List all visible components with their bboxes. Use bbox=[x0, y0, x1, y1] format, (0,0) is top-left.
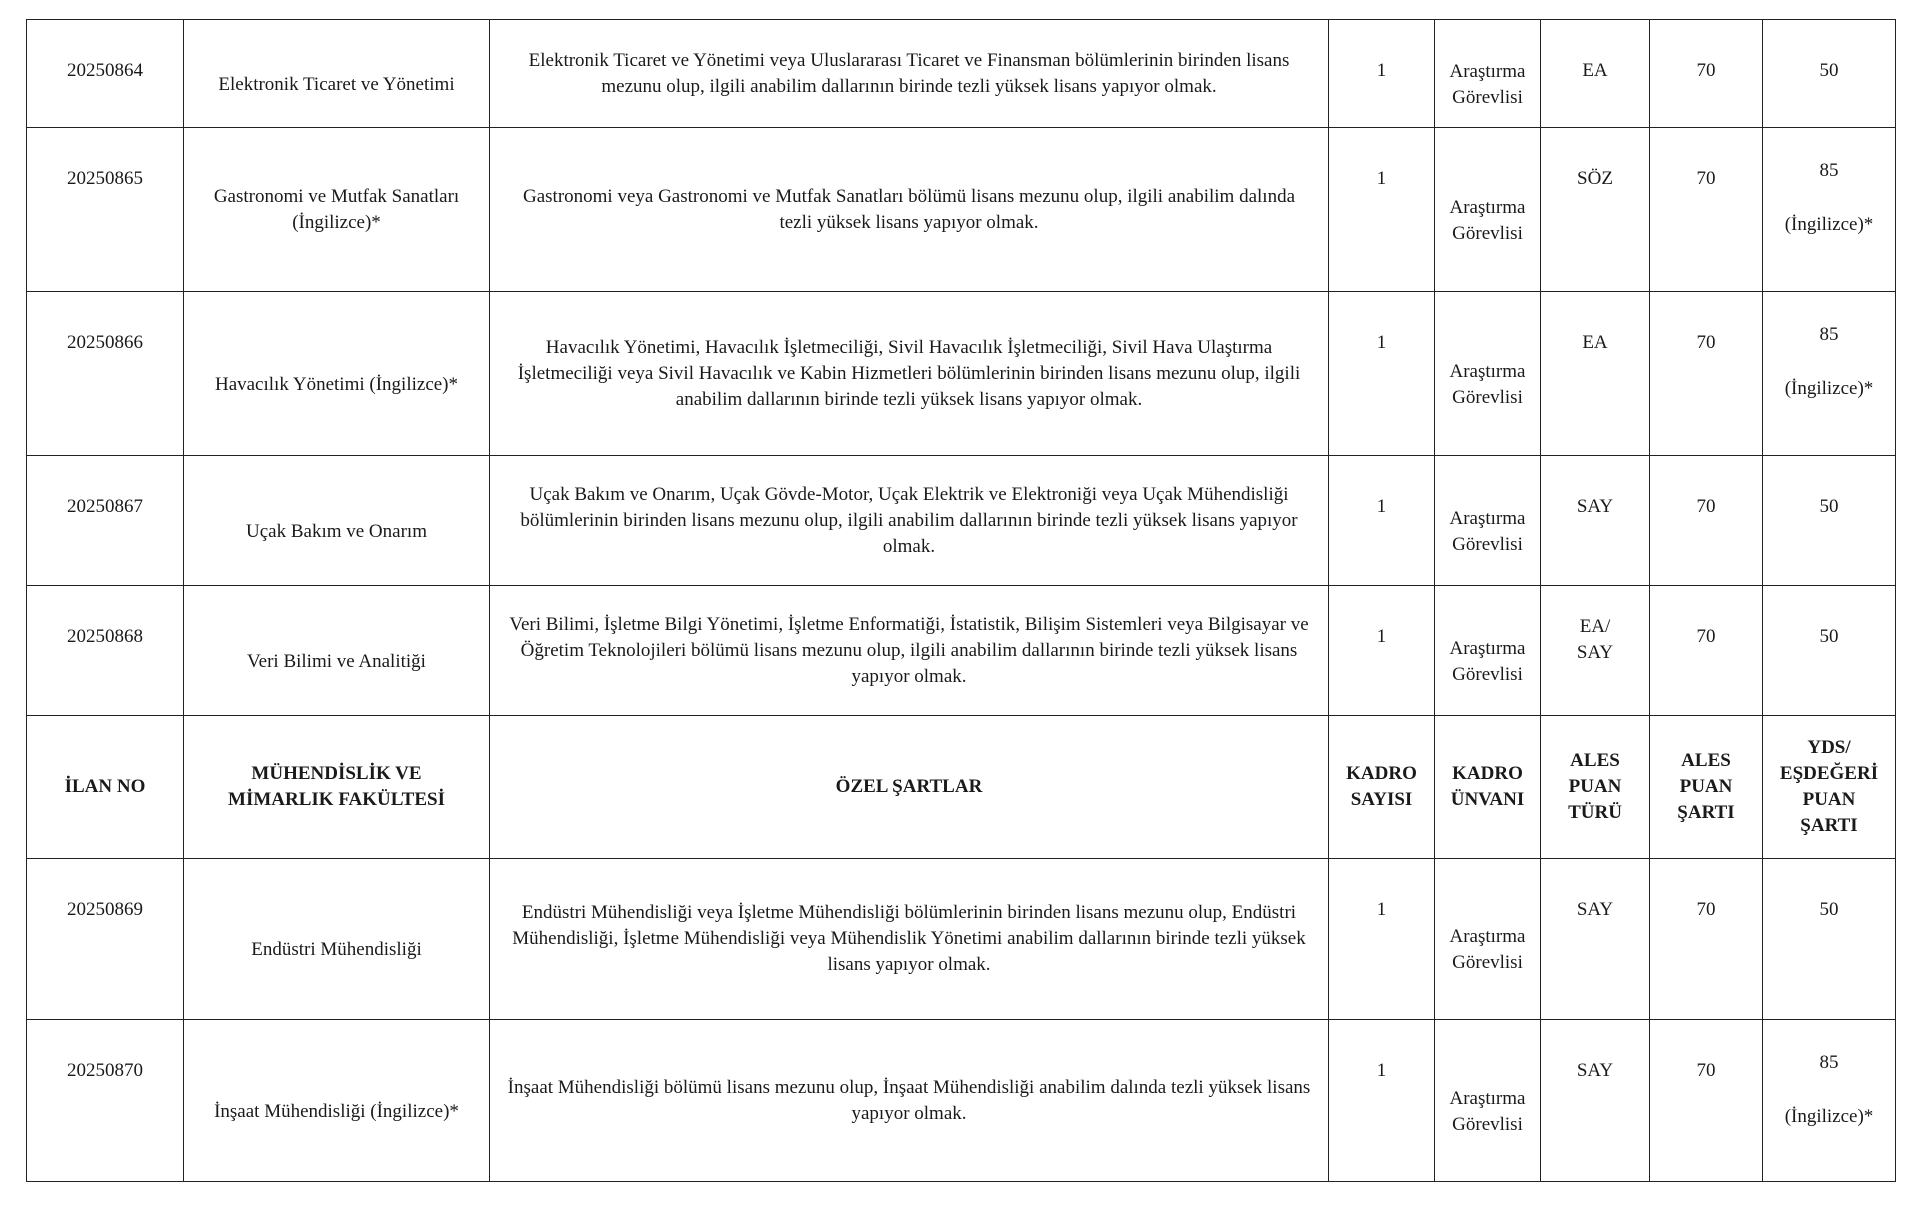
program-name bbox=[194, 1077, 479, 1125]
header-kadro-sayisi-line: SAYISI bbox=[1350, 789, 1413, 810]
program-line: Endüstri Mühendisliği bbox=[251, 939, 422, 960]
kadro-sayisi-cell bbox=[1329, 128, 1435, 292]
kadro-sayisi: 1 bbox=[1376, 496, 1387, 517]
header-ales-sarti-line: ŞARTI bbox=[1677, 802, 1735, 823]
ales-sarti-cell bbox=[1650, 859, 1763, 1020]
program-cell bbox=[184, 128, 490, 292]
ales-sarti-cell bbox=[1650, 128, 1763, 292]
program-name bbox=[194, 497, 479, 545]
table-row bbox=[27, 859, 1896, 1020]
ilan-no-cell bbox=[27, 859, 184, 1020]
ales-turu: SAY bbox=[1576, 1060, 1614, 1081]
kadro-unvani-line: Görevlisi bbox=[1452, 222, 1523, 244]
kadro-sayisi: 1 bbox=[1376, 168, 1387, 189]
ilan-no-cell bbox=[27, 1020, 184, 1182]
program-cell bbox=[184, 20, 490, 128]
table-row bbox=[27, 292, 1896, 456]
program-line: İnşaat Mühendisliği (İngilizce)* bbox=[214, 1100, 459, 1122]
condition-line: yapıyor olmak. bbox=[851, 665, 967, 687]
header-ales-turu bbox=[1541, 716, 1650, 859]
kadro-unvani-cell bbox=[1435, 292, 1541, 456]
kadro-unvani-line: Araştırma bbox=[1449, 360, 1526, 382]
ilan-no-cell bbox=[27, 292, 184, 456]
yds-sarti-cell bbox=[1763, 20, 1896, 128]
yds-sarti: 50 bbox=[1819, 496, 1839, 517]
kadro-unvani bbox=[1439, 484, 1536, 558]
yds-sarti-cell bbox=[1763, 1020, 1896, 1182]
ales-sarti: 70 bbox=[1696, 496, 1716, 517]
condition-line: tezli yüksek lisans yapıyor olmak. bbox=[779, 211, 1039, 233]
kadro-unvani-cell bbox=[1435, 20, 1541, 128]
program-line: Elektronik Ticaret ve Yönetimi bbox=[218, 73, 455, 95]
yds-language-note: (İngilizce)* bbox=[1784, 214, 1874, 235]
kadro-unvani-line: Araştırma bbox=[1449, 196, 1526, 218]
conditions-cell bbox=[490, 456, 1329, 586]
ilan-no-cell bbox=[27, 20, 184, 128]
kadro-unvani-line: Araştırma bbox=[1449, 637, 1526, 659]
kadro-unvani-line: Araştırma bbox=[1449, 1087, 1526, 1109]
kadro-unvani-line: Görevlisi bbox=[1452, 86, 1523, 108]
header-ales-sarti-line: ALES bbox=[1681, 750, 1731, 771]
yds-language-note: (İngilizce)* bbox=[1784, 1106, 1874, 1127]
program-name bbox=[194, 627, 479, 675]
yds-sarti-cell bbox=[1763, 859, 1896, 1020]
kadro-sayisi-cell bbox=[1329, 20, 1435, 128]
yds-sarti-cell bbox=[1763, 586, 1896, 716]
kadro-unvani bbox=[1439, 337, 1536, 411]
ales-sarti-cell bbox=[1650, 586, 1763, 716]
kadro-sayisi-cell bbox=[1329, 456, 1435, 586]
kadro-sayisi: 1 bbox=[1376, 626, 1387, 647]
kadro-sayisi-cell bbox=[1329, 859, 1435, 1020]
header-yds-line: YDS/ bbox=[1807, 737, 1851, 758]
program-cell bbox=[184, 586, 490, 716]
header-ilan-no-text: İLAN NO bbox=[64, 776, 146, 797]
ales-sarti-cell bbox=[1650, 292, 1763, 456]
kadro-unvani-line: Araştırma bbox=[1449, 507, 1526, 529]
kadro-unvani-line: Görevlisi bbox=[1452, 1113, 1523, 1135]
table-row bbox=[27, 456, 1896, 586]
kadro-unvani-cell bbox=[1435, 859, 1541, 1020]
section-header-row bbox=[27, 716, 1896, 859]
header-ales-sarti-line: PUAN bbox=[1679, 776, 1733, 797]
ales-turu: SÖZ bbox=[1577, 168, 1613, 189]
kadro-unvani-line: Görevlisi bbox=[1452, 533, 1523, 555]
header-kadro-unvani bbox=[1435, 716, 1541, 859]
ilan-no: 20250864 bbox=[67, 60, 143, 81]
condition-line: Gastronomi veya Gastronomi ve Mutfak Sanatları bölümü lisans mezunu olup, ilgili anabilim dalında bbox=[523, 185, 1295, 207]
kadro-unvani-cell bbox=[1435, 456, 1541, 586]
yds-sarti: 50 bbox=[1819, 60, 1839, 81]
condition-line: mezunu olup, ilgili anabilim dallarının birinde tezli yüksek lisans yapıyor olmak. bbox=[601, 75, 1217, 97]
program-line: Veri Bilimi ve Analitiği bbox=[247, 650, 426, 672]
table-row bbox=[27, 20, 1896, 128]
header-faculty bbox=[184, 716, 490, 859]
header-ozel-sartlar-text: ÖZEL ŞARTLAR bbox=[835, 776, 983, 797]
ales-turu: EA bbox=[1582, 60, 1608, 81]
header-ilan-no bbox=[27, 716, 184, 859]
program-line: (İngilizce)* bbox=[292, 211, 381, 233]
ilan-no: 20250867 bbox=[67, 496, 143, 517]
kadro-unvani bbox=[1439, 173, 1536, 247]
program-name bbox=[194, 350, 479, 398]
condition-line: Öğretim Teknolojileri bölümü lisans mezunu olup, ilgili anabilim dallarının birinde tezli yüksek lisans bbox=[520, 639, 1298, 661]
ilan-no: 20250870 bbox=[67, 1060, 143, 1081]
ales-sarti-cell bbox=[1650, 456, 1763, 586]
conditions-cell bbox=[490, 586, 1329, 716]
table-row bbox=[27, 586, 1896, 716]
header-faculty-line: MİMARLIK FAKÜLTESİ bbox=[228, 789, 445, 810]
ales-turu-cell bbox=[1541, 1020, 1650, 1182]
yds-sarti-cell bbox=[1763, 456, 1896, 586]
kadro-sayisi: 1 bbox=[1376, 60, 1387, 81]
announcement-table-page bbox=[26, 19, 1895, 1182]
header-yds-line: PUAN bbox=[1802, 789, 1856, 810]
program-line: Havacılık Yönetimi (İngilizce)* bbox=[214, 373, 459, 395]
header-ales-turu-line: ALES bbox=[1570, 750, 1620, 771]
condition-line: Uçak Bakım ve Onarım, Uçak Gövde-Motor, Uçak Elektrik ve Elektroniği veya Uçak Mühendisliği bbox=[529, 483, 1289, 505]
header-ales-sarti bbox=[1650, 716, 1763, 859]
ales-turu: EA bbox=[1582, 332, 1608, 353]
conditions-cell bbox=[490, 1020, 1329, 1182]
conditions-cell bbox=[490, 128, 1329, 292]
header-yds-line: EŞDEĞERİ bbox=[1779, 763, 1879, 784]
yds-sarti: 85 bbox=[1819, 160, 1839, 181]
kadro-sayisi-cell bbox=[1329, 1020, 1435, 1182]
conditions-cell bbox=[490, 292, 1329, 456]
program-line: Uçak Bakım ve Onarım bbox=[246, 520, 427, 542]
condition-line: olmak. bbox=[882, 535, 936, 557]
ales-sarti: 70 bbox=[1696, 626, 1716, 647]
header-kadro-unvani-line: KADRO bbox=[1452, 763, 1523, 784]
kadro-unvani-line: Araştırma bbox=[1449, 926, 1526, 947]
positions-table bbox=[26, 19, 1896, 1182]
ilan-no: 20250865 bbox=[67, 168, 143, 189]
ilan-no-cell bbox=[27, 128, 184, 292]
ales-turu-cell bbox=[1541, 859, 1650, 1020]
program-name bbox=[194, 184, 479, 236]
kadro-unvani-cell bbox=[1435, 586, 1541, 716]
kadro-sayisi-cell bbox=[1329, 292, 1435, 456]
yds-sarti: 50 bbox=[1819, 899, 1839, 920]
kadro-sayisi: 1 bbox=[1376, 332, 1387, 353]
ales-turu: SAY bbox=[1576, 642, 1614, 663]
kadro-sayisi: 1 bbox=[1376, 899, 1387, 920]
program-name bbox=[194, 50, 479, 98]
ales-turu-cell bbox=[1541, 456, 1650, 586]
table-row bbox=[27, 1020, 1896, 1182]
ilan-no-cell bbox=[27, 456, 184, 586]
header-kadro-unvani-line: ÜNVANI bbox=[1450, 789, 1525, 810]
ilan-no: 20250866 bbox=[67, 332, 143, 353]
ales-turu: SAY bbox=[1576, 496, 1614, 517]
ilan-no: 20250868 bbox=[67, 626, 143, 647]
condition-line: Endüstri Mühendisliği veya İşletme Mühendisliği bölümlerinin birinden lisans mezunu olup, Endüstri bbox=[521, 902, 1297, 923]
ales-sarti: 70 bbox=[1696, 60, 1716, 81]
condition-line: bölümlerinin birinden lisans mezunu olup, ilgili anabilim dallarının birinde tezli yüksek lisans yapıyor bbox=[520, 509, 1298, 531]
yds-sarti-cell bbox=[1763, 128, 1896, 292]
ales-turu: SAY bbox=[1576, 899, 1614, 920]
header-kadro-sayisi bbox=[1329, 716, 1435, 859]
ilan-no-cell bbox=[27, 586, 184, 716]
ales-turu-cell bbox=[1541, 586, 1650, 716]
yds-language-note: (İngilizce)* bbox=[1784, 378, 1874, 399]
condition-line: lisans yapıyor olmak. bbox=[827, 954, 991, 975]
header-ales-turu-line: TÜRÜ bbox=[1568, 802, 1622, 823]
yds-sarti: 50 bbox=[1819, 626, 1839, 647]
condition-line: Mühendisliği, İşletme Mühendisliği veya Mühendislik Yönetimi anabilim dallarının birinde tezli yüksek bbox=[512, 928, 1306, 949]
kadro-unvani-line: Görevlisi bbox=[1452, 663, 1523, 685]
conditions-cell bbox=[490, 20, 1329, 128]
header-yds-line: ŞARTI bbox=[1800, 815, 1858, 836]
ales-turu-cell bbox=[1541, 20, 1650, 128]
yds-sarti-cell bbox=[1763, 292, 1896, 456]
header-faculty-line: MÜHENDİSLİK VE bbox=[251, 763, 422, 784]
ales-turu: EA/ bbox=[1579, 616, 1611, 637]
kadro-unvani-line: Araştırma bbox=[1449, 60, 1526, 82]
ales-turu-cell bbox=[1541, 292, 1650, 456]
condition-line: Elektronik Ticaret ve Yönetimi veya Uluslararası Ticaret ve Finansman bölümlerinin birinden lisans bbox=[528, 49, 1290, 71]
condition-line: İnşaat Mühendisliği bölümü lisans mezunu olup, İnşaat Mühendisliği anabilim dalında tezli yüksek lisans bbox=[507, 1076, 1311, 1098]
program-cell bbox=[184, 1020, 490, 1182]
yds-sarti: 85 bbox=[1819, 1052, 1839, 1073]
kadro-unvani bbox=[1439, 902, 1536, 976]
condition-line: anabilim dallarının birinde tezli yüksek lisans yapıyor olmak. bbox=[675, 388, 1143, 410]
kadro-unvani-cell bbox=[1435, 128, 1541, 292]
kadro-unvani bbox=[1439, 37, 1536, 111]
program-cell bbox=[184, 456, 490, 586]
kadro-unvani bbox=[1439, 614, 1536, 688]
kadro-sayisi-cell bbox=[1329, 586, 1435, 716]
kadro-unvani-line: Görevlisi bbox=[1452, 952, 1523, 973]
condition-line: Havacılık Yönetimi, Havacılık İşletmeciliği, Sivil Havacılık İşletmeciliği, Sivil Hava Ulaştırma bbox=[545, 336, 1273, 358]
kadro-unvani bbox=[1439, 1064, 1536, 1138]
program-cell bbox=[184, 859, 490, 1020]
header-kadro-sayisi-line: KADRO bbox=[1346, 763, 1417, 784]
condition-line: İşletmeciliği veya Sivil Havacılık ve Kabin Hizmetleri bölümlerinin birinden lisans mezunu olup, ilgili bbox=[517, 362, 1301, 384]
header-ales-turu-line: PUAN bbox=[1568, 776, 1622, 797]
program-cell bbox=[184, 292, 490, 456]
kadro-unvani-cell bbox=[1435, 1020, 1541, 1182]
ales-sarti: 70 bbox=[1696, 332, 1716, 353]
program-name bbox=[194, 915, 479, 963]
header-yds bbox=[1763, 716, 1896, 859]
header-ozel-sartlar bbox=[490, 716, 1329, 859]
ales-sarti: 70 bbox=[1696, 899, 1716, 920]
conditions-cell bbox=[490, 859, 1329, 1020]
ales-sarti-cell bbox=[1650, 20, 1763, 128]
ales-sarti: 70 bbox=[1696, 168, 1716, 189]
table-row bbox=[27, 128, 1896, 292]
kadro-unvani-line: Görevlisi bbox=[1452, 386, 1523, 408]
yds-sarti: 85 bbox=[1819, 324, 1839, 345]
ilan-no: 20250869 bbox=[67, 899, 143, 920]
condition-line: Veri Bilimi, İşletme Bilgi Yönetimi, İşletme Enformatiği, İstatistik, Bilişim Sistemleri veya Bilgisayar ve bbox=[509, 613, 1309, 635]
ales-sarti-cell bbox=[1650, 1020, 1763, 1182]
ales-sarti: 70 bbox=[1696, 1060, 1716, 1081]
condition-line: yapıyor olmak. bbox=[851, 1102, 967, 1124]
ales-turu-cell bbox=[1541, 128, 1650, 292]
program-line: Gastronomi ve Mutfak Sanatları bbox=[213, 185, 460, 207]
kadro-sayisi: 1 bbox=[1376, 1060, 1387, 1081]
